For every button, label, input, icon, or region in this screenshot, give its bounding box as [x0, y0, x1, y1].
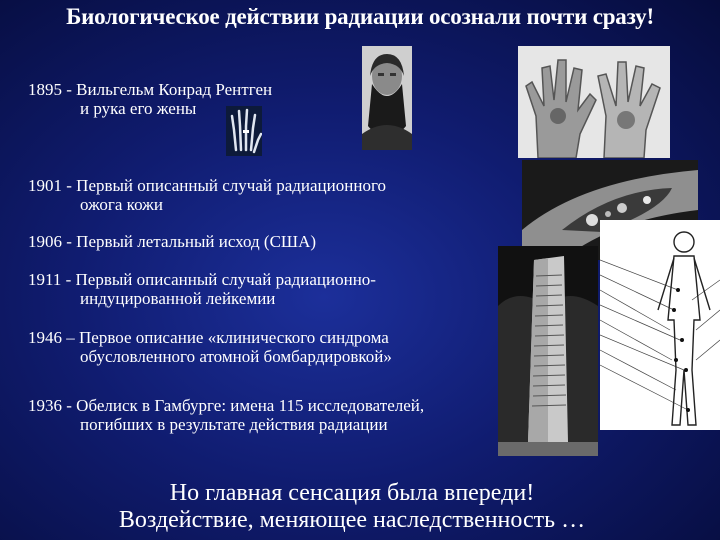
entry-line2: ожога кожи — [80, 195, 163, 214]
hamburg-obelisk-photo — [498, 246, 598, 456]
slide-title: Биологическое действии радиации осознали почти сразу! — [66, 4, 654, 29]
entry-line1: 1906 - Первый летальный исход (США) — [28, 232, 317, 251]
entry-line1: 1936 - Обелиск в Гамбурге: имена 115 исследователей, — [28, 396, 425, 415]
timeline-entry-1911 — [28, 270, 376, 308]
burned-hands-photo — [518, 46, 670, 158]
footer-line-1: Но главная сенсация была впереди! — [169, 480, 535, 506]
entry-line1: 1911 - Первый описанный случай радиационно- — [28, 270, 376, 289]
timeline-entry-1946 — [28, 328, 392, 366]
entry-line1: 1901 - Первый описанный случай радиационного — [28, 176, 386, 195]
entry-line2: индуцированной лейкемии — [80, 289, 276, 308]
entry-line2: погибших в результате действия радиации — [80, 415, 388, 434]
roentgen-portrait-photo — [362, 46, 412, 150]
irradiated-body-diagram — [600, 220, 720, 430]
timeline-entry-1895 — [28, 80, 272, 118]
entry-line2: и рука его жены — [80, 99, 197, 118]
entry-line1: 1946 – Первое описание «клинического синдрома — [28, 328, 389, 347]
timeline-entry-1906 — [28, 232, 316, 251]
timeline-entry-1936 — [28, 396, 424, 434]
footer-line-2: Воздействие, меняющее наследственность … — [118, 507, 586, 533]
entry-line2: обусловленного атомной бомбардировкой» — [80, 347, 392, 366]
timeline-entry-1901 — [28, 176, 386, 214]
entry-line1: 1895 - Вильгельм Конрад Рентген — [28, 80, 273, 99]
